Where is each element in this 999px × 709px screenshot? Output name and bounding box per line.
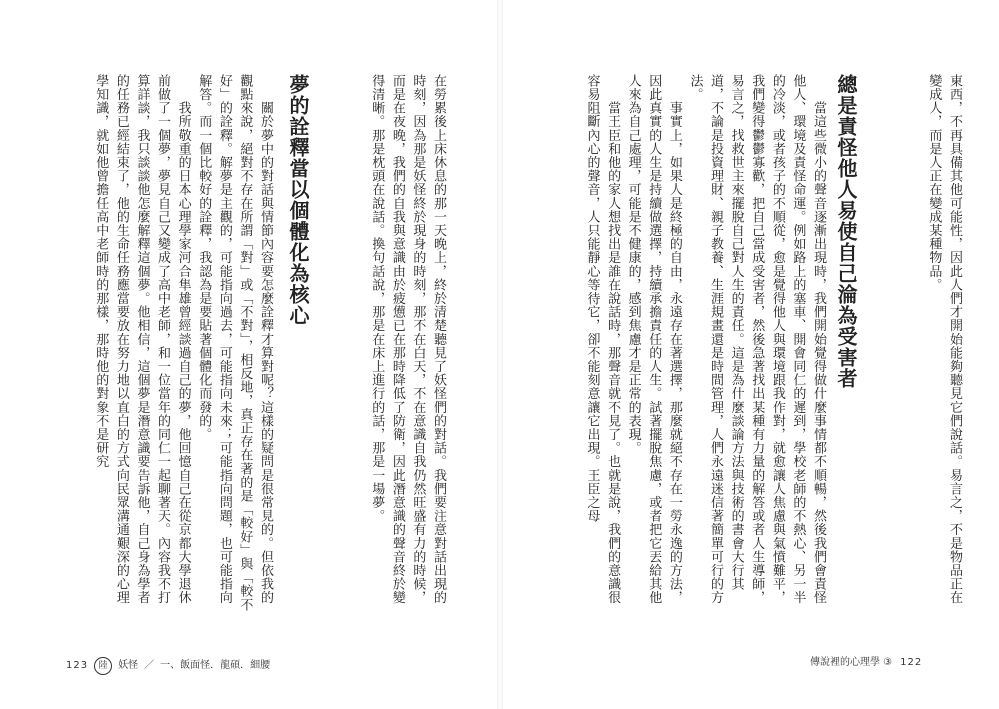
right-page-footer — [810, 657, 922, 669]
right-page-number: 122 — [900, 657, 923, 668]
left-page-body-text: 關於夢中的對話與情節內容要怎麼詮釋才算對呢？這樣的疑問是很常見的。但依我的觀點來說，絕對不存在所謂「對」或「不對」，相反地，真正存在著的是「較好」與「較不好」的詮釋。解夢是主觀的，可能指向過去，可能指向未來；可能指向問題，也可能指向解答。而一個比較好的詮釋，我認為是要貼著個體化而發的。 我所敬重的日本心理學家河合隼雄曾經談過自己的夢，他回憶自己在從京都大學退休前做了一個夢，夢見自己又變成了高中老師，和一位當年的同仁一起聊著天。內容我不打算詳談，我只談談他怎麼解釋這個夢。他相信，這個夢是潛意識要告訴他，自己身為學者的任務已經結束了，他的生命任務應當要放在努力地以直白的方式向民眾溝通艱深的心理學知識，就如他曾擔任高中老師時的那樣，那時他的對象不是研究 — [93, 74, 273, 612]
footer-separator: ／ — [144, 660, 155, 671]
section-title: 一、飯面怪．龍碩．細腰 — [160, 660, 271, 671]
left-page-section-heading: 夢的詮釋當以個體化為核心 — [286, 74, 310, 326]
right-page-section-heading: 總是責怪他人易使自己淪為受害者 — [834, 74, 858, 389]
right-page-opening-paragraph: 東西，不再具備其他可能性，因此人們才開始能夠聽見它們說話。易言之，不是物品正在變成人，而是人正在變成某種物品。 — [926, 74, 962, 605]
left-page-number: 123 — [66, 660, 89, 671]
left-page-footer — [66, 657, 270, 675]
book-title: 傳說裡的心理學 ③ — [810, 657, 893, 668]
chapter-title: 妖怪 — [118, 660, 139, 671]
right-page-body-text: 當這些微小的聲音逐漸出現時，我們開始覺得做什麼事情都不順暢，然後我們會責怪他人、環境及責怪命運。例如路上的塞車、開會同仁的遲到，學校老師的不熱心、另一半的冷淡，或者孩子的不順從，愈是覺得他人與環境跟我作對，就愈讓人焦慮與氣憤難平，我們變得鬱鬱寡歡，把自己當成受害者，然後急著找出某種有力量的解答或者人生導師，易言之，找救世主來擺脫自己對人生的責任。這是為什麼談論方法與技術的書會大行其道，不論是投資理財、親子教養、生涯規畫還是時間管理，人們永遠迷信著簡單可行的方法。 事實上，如果人是終極的自由，永遠存在著選擇，那麼就絕不存在一勞永逸的方法，因此真實的人生是持續做選擇，持續承擔責任的人生。試著擺脫焦慮，或者把它丟給其他人來為自己處理，可能是不健康的，感到焦慮才是正常的表現。 當王臣和他的家人想找出是誰在說話時，那聲音就不見了。也就是說，我們的意識很容易阻斷內心的聲音，人只能靜心等待它，卻不能刻意讓它出現。王臣之母 — [584, 74, 826, 605]
left-page-opening-paragraph: 在勞累後上床休息的那一天晚上，終於清楚聽見了妖怪們的對話。我們要注意對話出現的時刻，因為那是妖怪終於現身的時刻，那不在白天，不在意識自我仍然旺盛有力的時候，而是在夜晚，我們的自我與意識由於疲憊已在那時降低了防衛，因此潛意識的聲音終於變得清晰。那是枕頭在說話。換句話說，那是在床上進行的話，那是一場夢。 — [369, 74, 446, 605]
chapter-badge: 陸 — [94, 657, 112, 675]
